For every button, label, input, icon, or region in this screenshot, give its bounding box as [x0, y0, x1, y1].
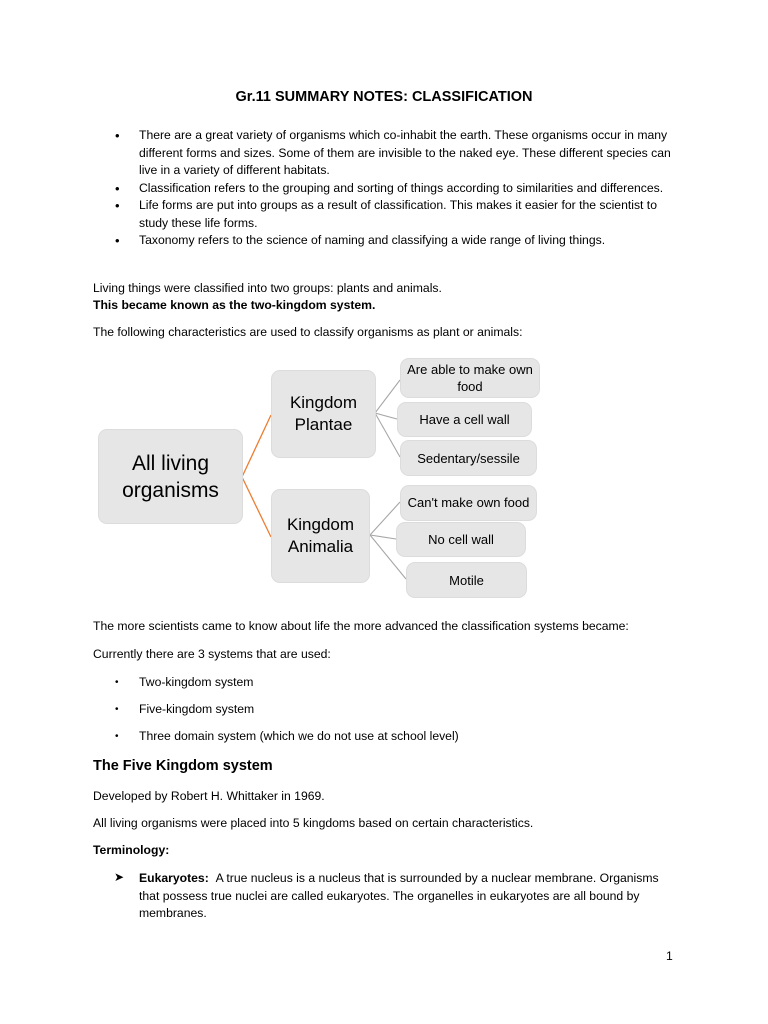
developed-text: Developed by Robert H. Whittaker in 1969.: [93, 789, 325, 803]
node-sedentary-sessile: Sedentary/sessile: [401, 441, 536, 475]
list-item: • Three domain system (which we do not use at school level): [93, 728, 459, 755]
intro-bullet-list: [93, 127, 683, 250]
connector-plantae-sessile: [375, 413, 400, 457]
list-item: • Two-kingdom system: [93, 674, 459, 701]
connector-root-plantae: [242, 415, 271, 477]
connector-plantae-food: [375, 380, 400, 413]
node-kingdom-plantae: Kingdom Plantae: [272, 371, 375, 457]
eukaryotes-term: Eukaryotes:: [139, 871, 209, 885]
list-item: • Classification refers to the grouping and sorting of things according to similarities and differences.: [93, 180, 683, 198]
page-number: 1: [666, 949, 673, 963]
node-makes-own-food: Are able to make own food: [401, 359, 539, 397]
arrow-bullet-icon: ➤: [114, 870, 125, 884]
terminology-label: Terminology:: [93, 843, 170, 857]
node-kingdom-animalia: Kingdom Animalia: [272, 490, 369, 582]
eukaryotes-definition: [139, 870, 669, 923]
two-kingdom-text: This became known as the two-kingdom system.: [93, 298, 376, 312]
connector-animalia-food: [370, 502, 400, 535]
list-item: • There are a great variety of organisms which co-inhabit the earth. These organisms occur in many different forms and sizes. Some of them are invisible to the naked eye. These different species can live in a variety of different habitats.: [93, 127, 683, 180]
node-all-living-organisms: All living organisms: [99, 430, 242, 523]
list-item: • Taxonomy refers to the science of naming and classifying a wide range of living things.: [93, 232, 683, 250]
page-title: Gr.11 SUMMARY NOTES: CLASSIFICATION: [235, 89, 533, 105]
list-item: • Life forms are put into groups as a result of classification. This makes it easier for the scientist to study these life forms.: [93, 197, 683, 232]
section-heading: The Five Kingdom system: [93, 758, 273, 774]
eukaryotes-text: A true nucleus is a nucleus that is surrounded by a nuclear membrane. Organisms that possess true nuclei are called eukaryotes. The organelles in eukaryotes are all bound by membranes.: [139, 871, 659, 920]
characteristics-text: The following characteristics are used to classify organisms as plant or animals:: [93, 325, 523, 339]
node-cant-make-own-food: Can't make own food: [401, 486, 536, 520]
advanced-systems-text: The more scientists came to know about life the more advanced the classification systems became:: [93, 619, 629, 633]
connector-root-animalia: [242, 477, 271, 537]
systems-list: [93, 674, 459, 755]
list-item: • Five-kingdom system: [93, 701, 459, 728]
node-motile: Motile: [407, 563, 526, 597]
node-has-cell-wall: Have a cell wall: [398, 403, 531, 436]
connector-animalia-wall: [370, 535, 396, 539]
two-groups-text: Living things were classified into two groups: plants and animals.: [93, 281, 442, 295]
systems-intro-text: Currently there are 3 systems that are used:: [93, 647, 331, 661]
placed-text: All living organisms were placed into 5 kingdoms based on certain characteristics.: [93, 816, 534, 830]
classification-diagram: [93, 355, 553, 605]
node-no-cell-wall: No cell wall: [397, 523, 525, 556]
